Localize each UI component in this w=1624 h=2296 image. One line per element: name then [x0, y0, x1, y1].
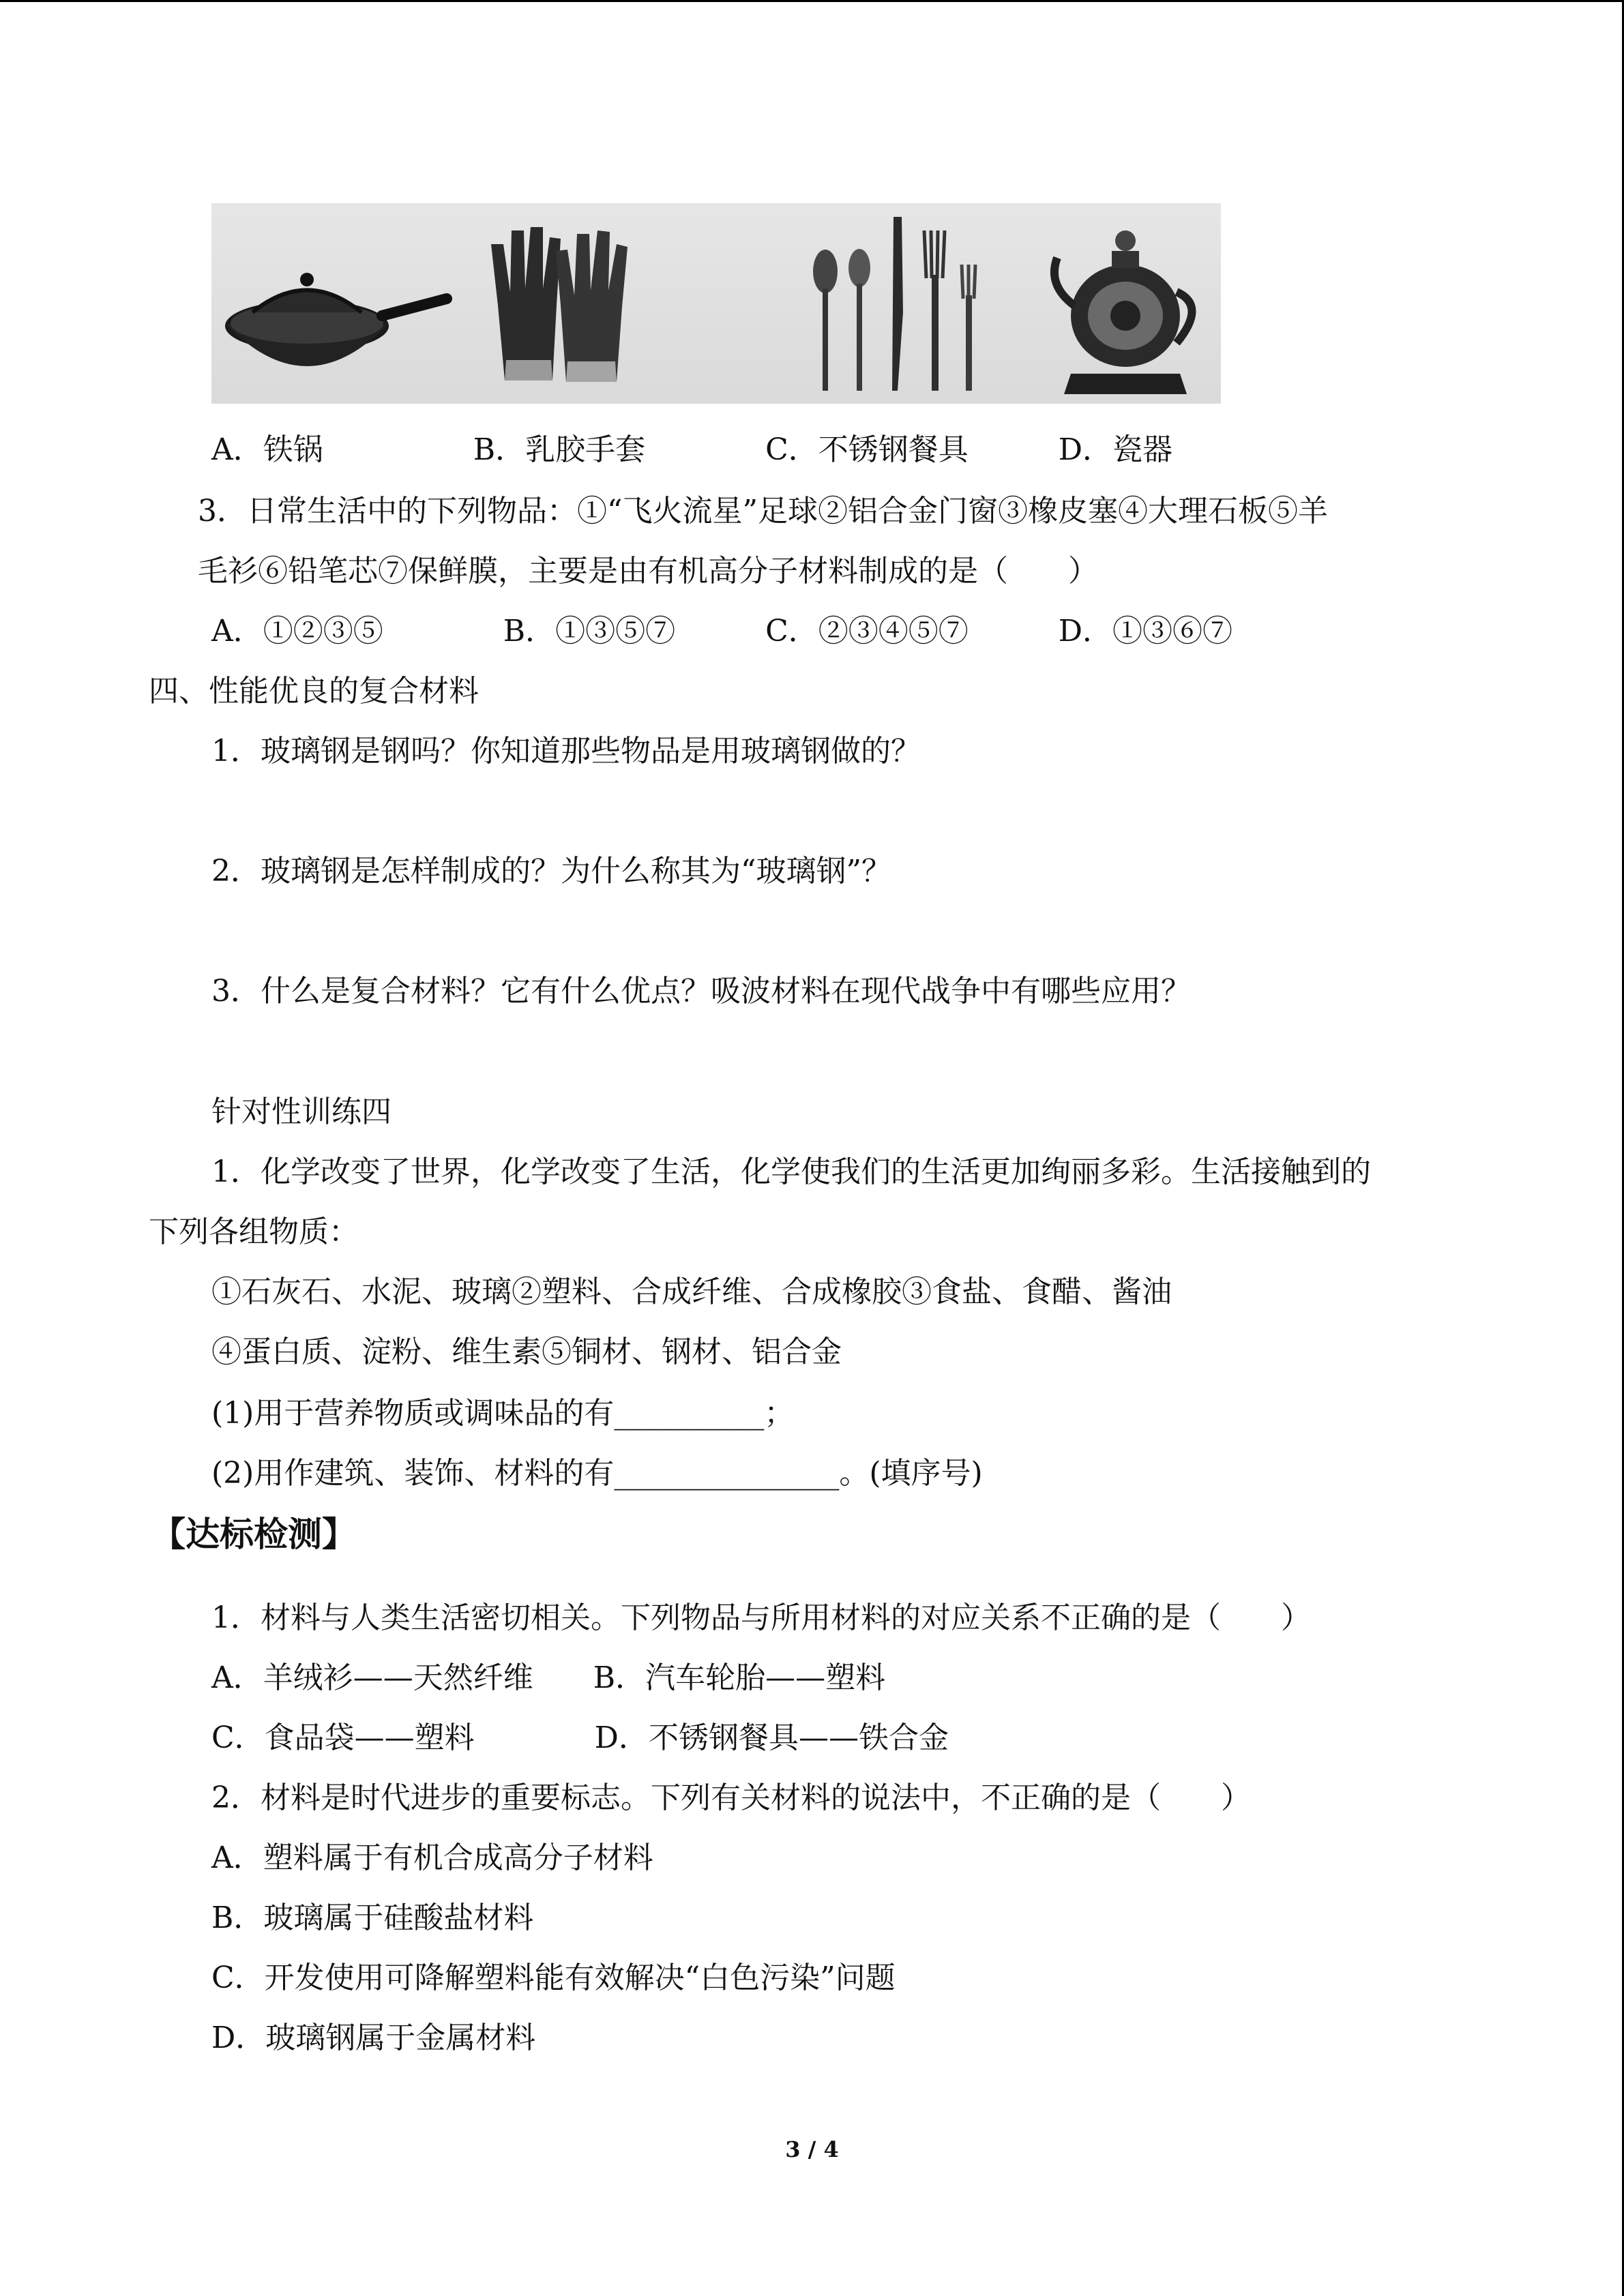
- training-4-question-1-line-2: 下列各组物质：: [149, 1214, 359, 1249]
- check-question-2-option-d: D．玻璃钢属于金属材料: [211, 2021, 536, 2055]
- question-2-options: A．铁锅 B．乳胶手套 C．不锈钢餐具 D．瓷器: [211, 432, 1173, 467]
- check-question-1-options-cd: C．食品袋——塑料 D．不锈钢餐具——铁合金: [211, 1720, 949, 1755]
- section-4-question-2: 2．玻璃钢是怎样制成的？为什么称其为“玻璃钢”？: [211, 854, 891, 889]
- check-question-2-option-b: B．玻璃属于硅酸盐材料: [211, 1900, 534, 1935]
- training-4-blank-2: (2)用作建筑、装饰、材料的有_______________。(填序号): [211, 1456, 983, 1491]
- check-question-2-option-a: A．塑料属于有机合成高分子材料: [211, 1840, 653, 1875]
- section-4-question-3: 3．什么是复合材料？它有什么优点？吸波材料在现代战争中有哪些应用？: [211, 974, 1191, 1009]
- teapot-icon: [1054, 230, 1192, 394]
- section-4-question-1: 1．玻璃钢是钢吗？你知道那些物品是用玻璃钢做的？: [211, 734, 921, 769]
- question-3-options: A．①②③⑤ B．①③⑤⑦ C．②③④⑤⑦ D．①③⑥⑦: [211, 614, 1233, 648]
- rubber-gloves-icon: [491, 227, 628, 382]
- training-4-items-line-1: ①石灰石、水泥、玻璃②塑料、合成纤维、合成橡胶③食盐、食醋、酱油: [211, 1274, 1172, 1309]
- page-number: 3 / 4: [785, 2136, 839, 2162]
- cutlery-icon: [813, 217, 975, 391]
- page-border-top: [0, 0, 1624, 2]
- section-4-title: 四、性能优良的复合材料: [149, 674, 479, 709]
- training-4-blank-1: (1)用于营养物质或调味品的有__________；: [211, 1396, 795, 1431]
- check-question-2-option-c: C．开发使用可降解塑料能有效解决“白色污染”问题: [211, 1960, 896, 1995]
- wok-icon: [225, 273, 447, 366]
- training-4-question-1-line-1: 1．化学改变了世界，化学改变了生活，化学使我们的生活更加绚丽多彩。生活接触到的: [211, 1154, 1371, 1189]
- check-question-1: 1．材料与人类生活密切相关。下列物品与所用材料的对应关系不正确的是（ ）: [211, 1600, 1311, 1635]
- training-4-title: 针对性训练四: [211, 1094, 392, 1129]
- materials-image-strip: [211, 203, 1221, 404]
- check-section-title: 【达标检测】: [151, 1515, 356, 1554]
- question-3-stem-line-1: 3．日常生活中的下列物品：①“飞火流星”足球②铝合金门窗③橡皮塞④大理石板⑤羊: [198, 494, 1328, 528]
- question-3-stem-line-2: 毛衫⑥铅笔芯⑦保鲜膜，主要是由有机高分子材料制成的是（ ）: [198, 554, 1098, 588]
- check-question-2: 2．材料是时代进步的重要标志。下列有关材料的说法中，不正确的是（ ）: [211, 1780, 1251, 1815]
- check-question-1-options-ab: A．羊绒衫——天然纤维 B．汽车轮胎——塑料: [211, 1660, 886, 1695]
- training-4-items-line-2: ④蛋白质、淀粉、维生素⑤铜材、钢材、铝合金: [211, 1335, 842, 1369]
